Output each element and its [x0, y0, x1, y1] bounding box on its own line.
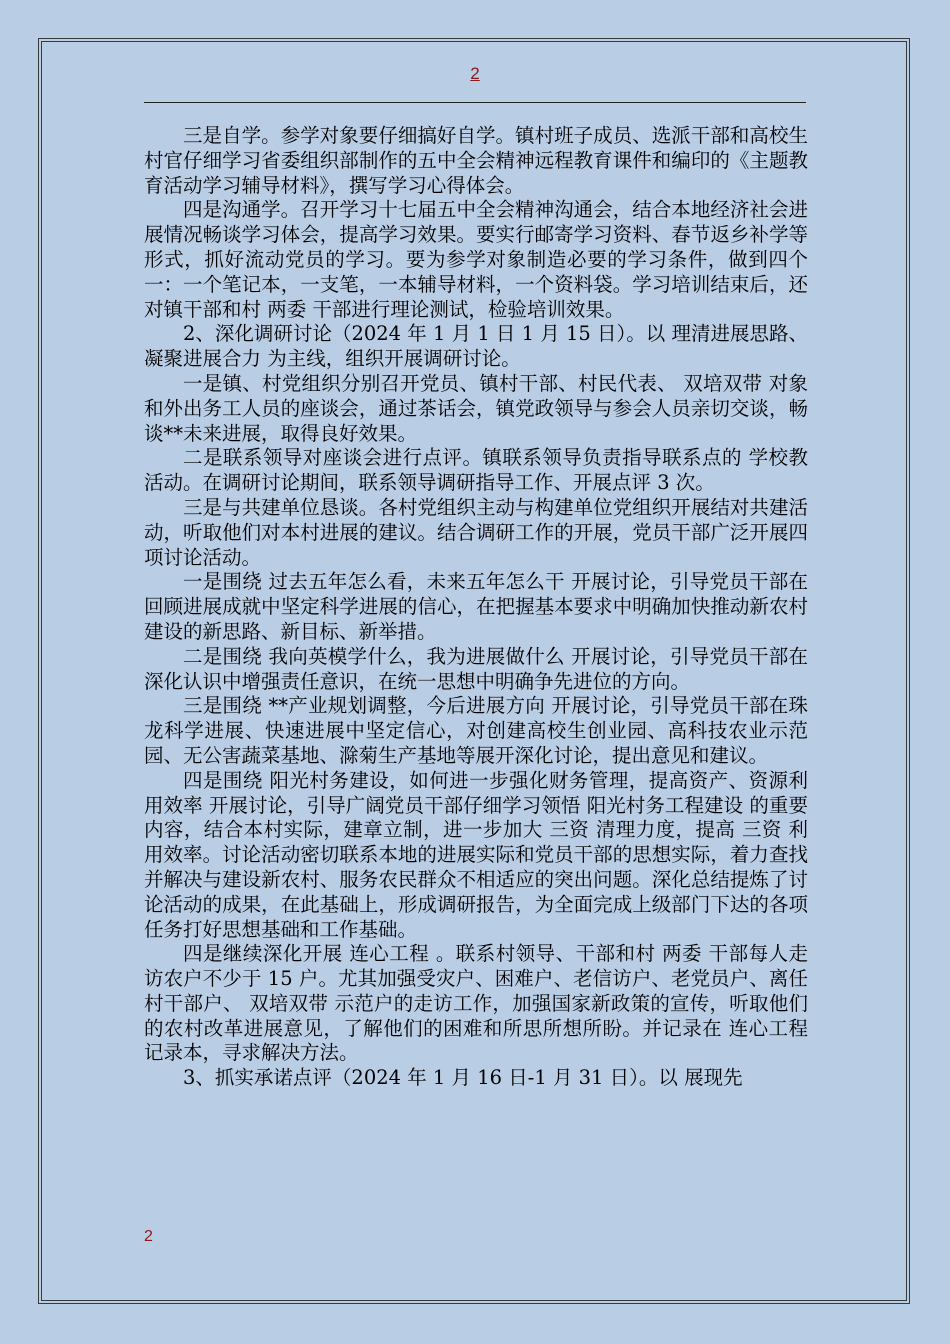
paragraph: 四是沟通学。召开学习十七届五中全会精神沟通会，结合本地经济社会进展情况畅谈学习体会，提高学习效果。要实行邮寄学习资料、春节返乡补学等形式，抓好流动党员的学习。要为参学对象制造必要的学习条件，做到四个一：一个笔记本，一支笔，一本辅导材料，一个资料袋。学习培训结束后，还对镇干部和村 两委 干部进行理论测试，检验培训效果。 — [144, 198, 808, 321]
paragraph: 三是围绕 **产业规划调整，今后进展方向 开展讨论，引导党员干部在珠龙科学进展、快速进展中坚定信心，对创建高校生创业园、高科技农业示范园、无公害蔬菜基地、滁菊生产基地等展开深化讨论，提出意见和建议。 — [144, 694, 808, 767]
header-page-number: 2 — [470, 64, 480, 83]
document-body — [144, 124, 808, 1091]
paragraph: 二是联系领导对座谈会进行点评。镇联系领导负责指导联系点的 学校教 活动。在调研讨论期间，联系领导调研指导工作、开展点评 3 次。 — [144, 446, 808, 495]
footer-page-number: 2 — [144, 1228, 153, 1245]
header-divider — [144, 102, 806, 103]
paragraph: 四是继续深化开展 连心工程 。联系村领导、干部和村 两委 干部每人走访农户不少于 15 户。尤其加强受灾户、困难户、老信访户、老党员户、离任村干部户、 双培双带 示范户的走访工作，加强国家新政策的宣传，听取他们的农村改革进展意见，了解他们的困难和所思所想所盼。并记录在 连心工程 记录本，寻求解决方法。 — [144, 942, 808, 1065]
paragraph: 3、抓实承诺点评（2024 年 1 月 16 日-1 月 31 日）。以 展现先 — [183, 1066, 743, 1090]
paragraph: 三是自学。参学对象要仔细搞好自学。镇村班子成员、选派干部和高校生村官仔细学习省委组织部制作的五中全会精神远程教育课件和编印的《主题教育活动学习辅导材料》，撰写学习心得体会。 — [144, 124, 808, 197]
paragraph: 二是围绕 我向英模学什么，我为进展做什么 开展讨论，引导党员干部在深化认识中增强责任意识，在统一思想中明确争先进位的方向。 — [144, 644, 808, 693]
paragraph: 四是围绕 阳光村务建设，如何进一步强化财务管理，提高资产、资源利用效率 开展讨论，引导广阔党员干部仔细学习领悟 阳光村务工程建设 的重要内容，结合本村实际，建章立制，进一步加大 三资 清理力度，提高 三资 利用效率。讨论活动密切联系本地的进展实际和党员干部的思想实际，着力查找并解决与建设新农村、服务农民群众不相适应的突出问题。深化总结提炼了讨论活动的成果，在此基础上，形成调研报告，为全面完成上级部门下达的各项任务打好思想基础和工作基础。 — [144, 768, 808, 941]
paragraph: 一是镇、村党组织分别召开党员、镇村干部、村民代表、 双培双带 对象和外出务工人员的座谈会，通过茶话会，镇党政领导与参会人员亲切交谈，畅谈**未来进展，取得良好效果。 — [144, 371, 808, 445]
paragraph: 一是围绕 过去五年怎么看，未来五年怎么干 开展讨论，引导党员干部在回顾进展成就中坚定科学进展的信心，在把握基本要求中明确加快推动新农村建设的新思路、新目标、新举措。 — [144, 570, 808, 643]
paragraph: 2、深化调研讨论（2024 年 1 月 1 日 1 月 15 日）。以 理清进展思路、凝聚进展合力 为主线，组织开展调研讨论。 — [144, 322, 808, 371]
paragraph: 三是与共建单位恳谈。各村党组织主动与构建单位党组织开展结对共建活动，听取他们对本村进展的建议。结合调研工作的开展，党员干部广泛开展四项讨论活动。 — [144, 495, 808, 569]
